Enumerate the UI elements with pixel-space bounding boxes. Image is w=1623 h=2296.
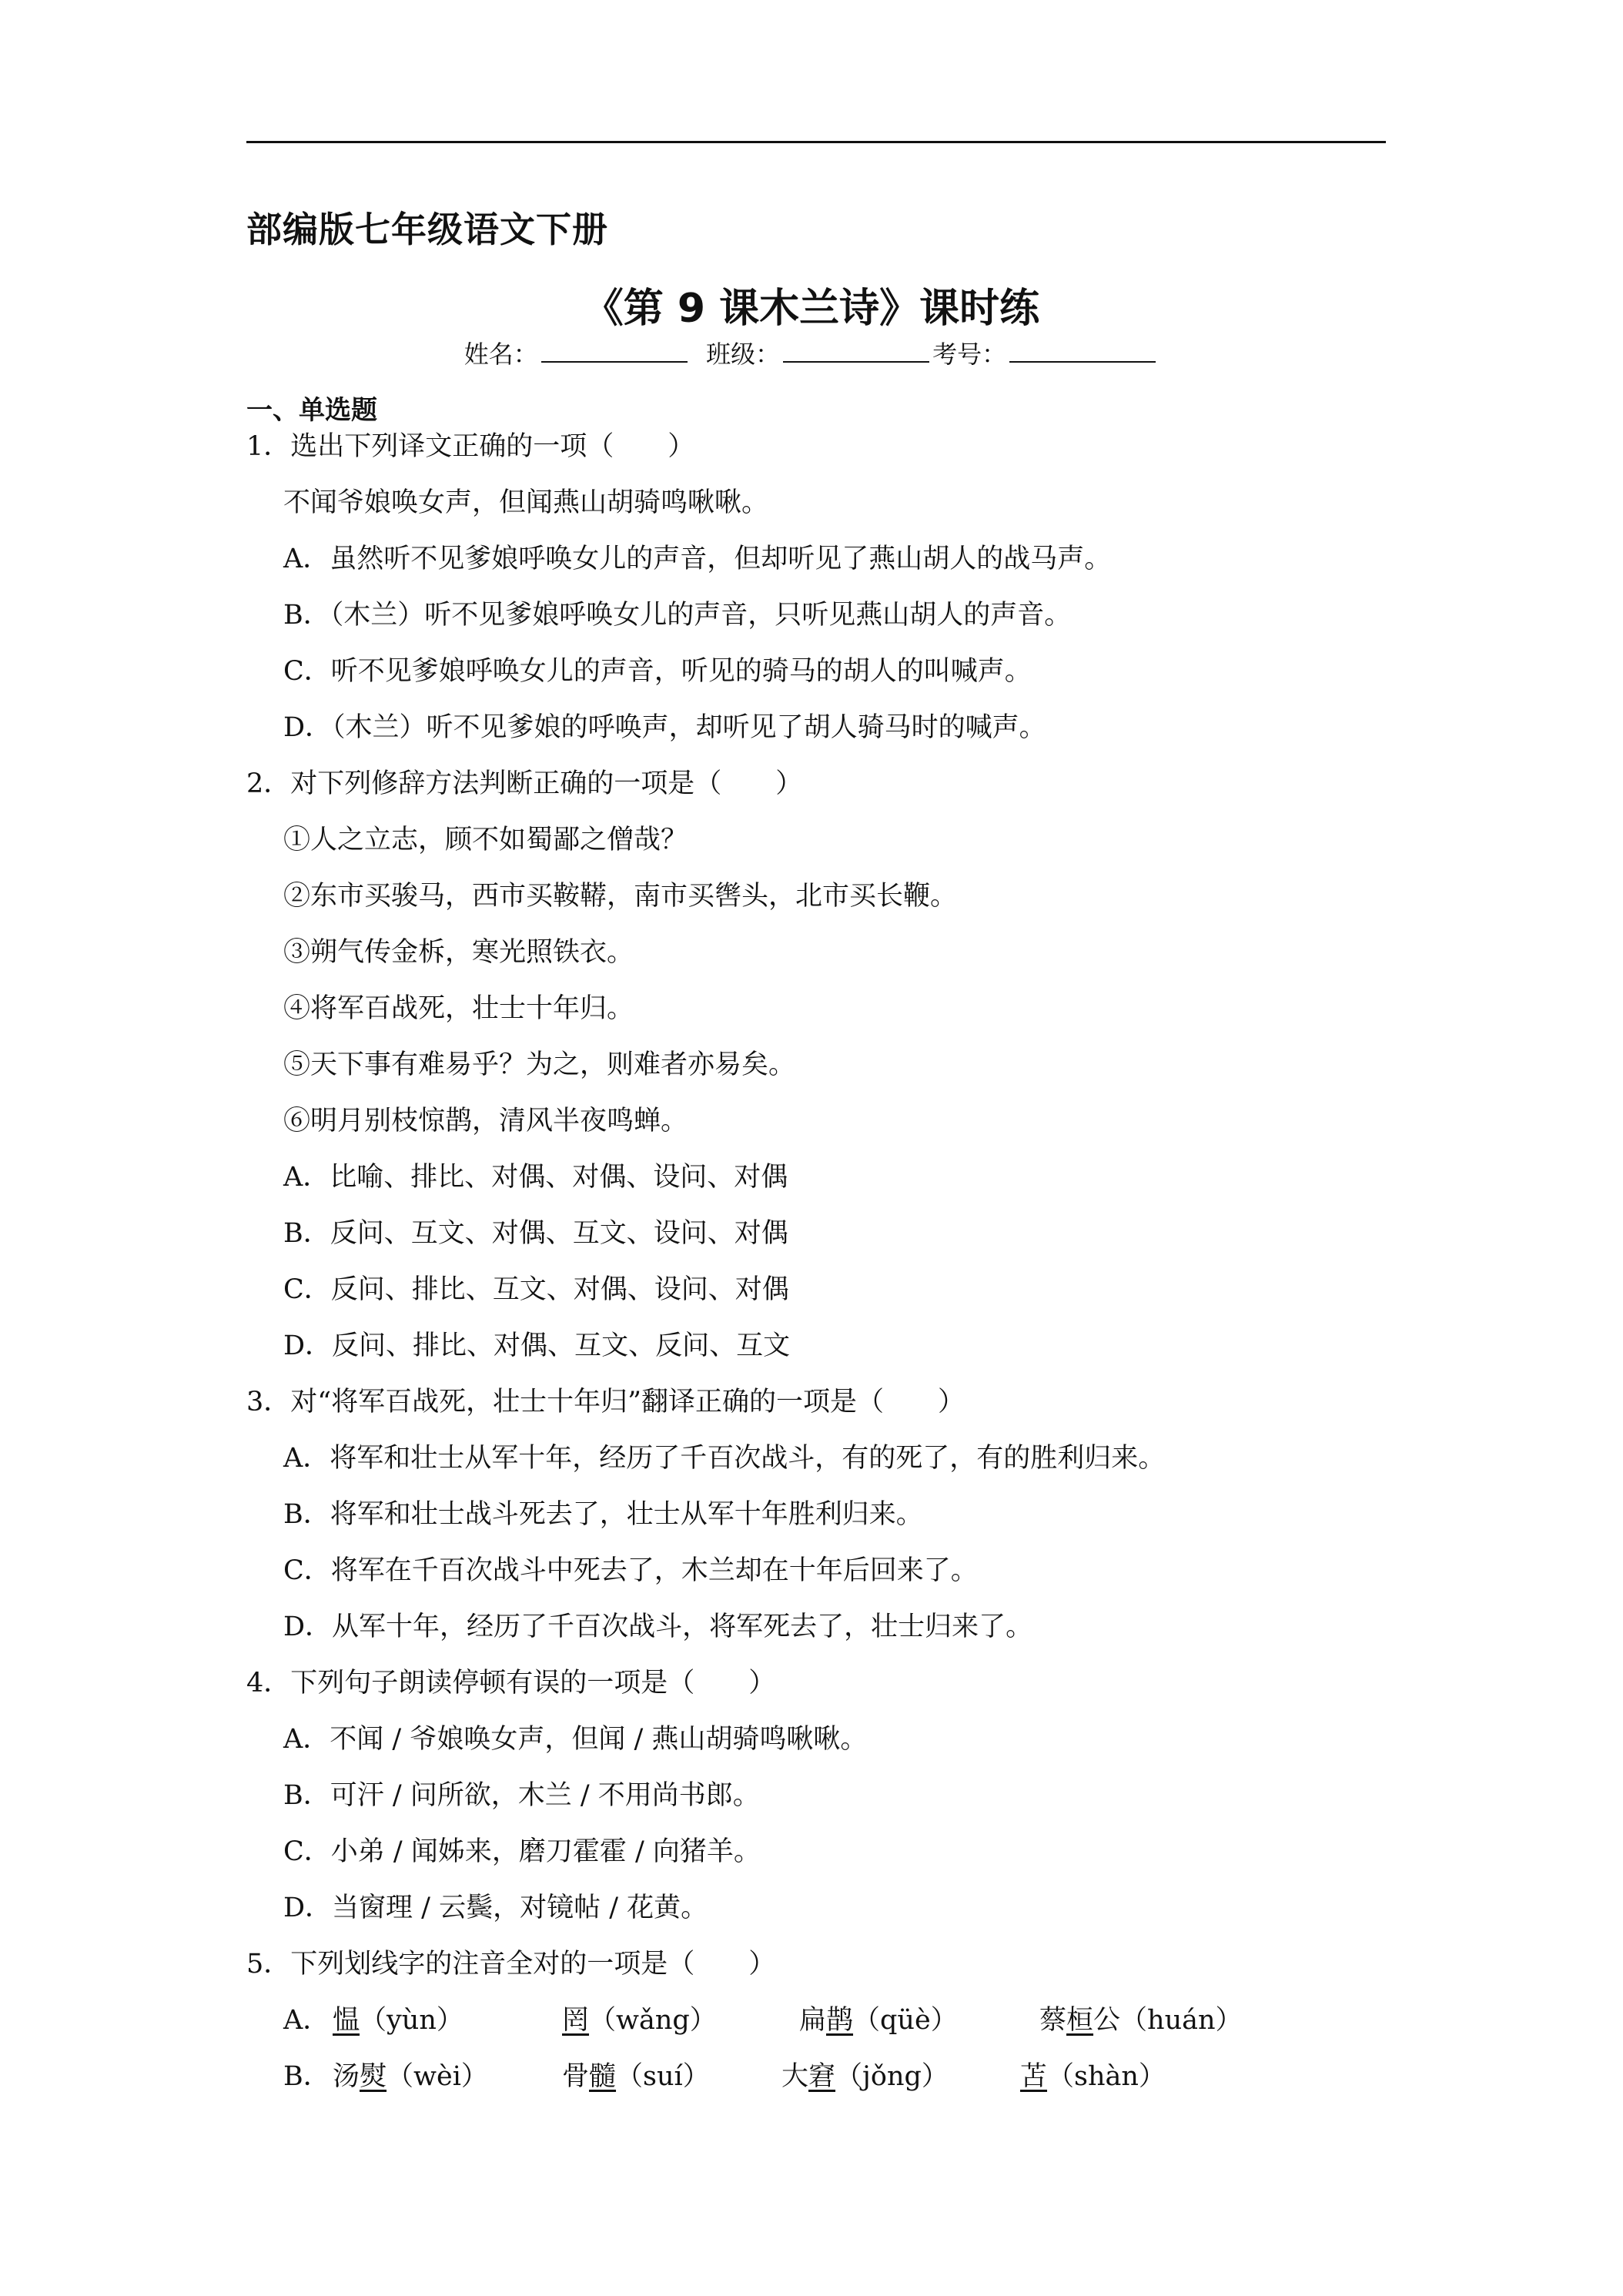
underlined-char: 桓 [1066, 2005, 1094, 2036]
question-5-b-word-4 [1020, 2055, 1166, 2094]
question-3-option-d[interactable]: D．从军十年，经历了千百次战斗，将军死去了，壮士归来了。 [283, 1612, 1033, 1642]
word-prefix: 大 [781, 2061, 809, 2092]
underlined-char: 罔 [562, 2005, 590, 2036]
question-5-option-a[interactable]: A． [283, 2005, 330, 2036]
question-1-option-c[interactable]: C．听不见爹娘呼唤女儿的声音，听见的骑马的胡人的叫喊声。 [283, 656, 1032, 687]
underlined-char: 髓 [589, 2061, 617, 2092]
question-2-item-4: ④将军百战死，壮士十年归。 [283, 993, 634, 1024]
section-title: 一、单选题 [246, 395, 377, 426]
question-5-b-word-2 [562, 2055, 710, 2094]
question-2-option-a[interactable]: A．比喻、排比、对偶、对偶、设问、对偶 [283, 1162, 788, 1193]
book-title: 部编版七年级语文下册 [246, 209, 608, 250]
word-suffix: 公 [1093, 2005, 1121, 2036]
name-blank[interactable] [541, 338, 688, 363]
question-2-option-b[interactable]: B．反问、互文、对偶、互文、设问、对偶 [283, 1218, 788, 1249]
question-3-option-c[interactable]: C．将军在千百次战斗中死去了，木兰却在十年后回来了。 [283, 1555, 978, 1586]
question-2-item-1: ①人之立志，顾不如蜀鄙之僧哉？ [283, 825, 688, 855]
pinyin: （wèi） [387, 2061, 488, 2092]
question-2-item-2: ②东市买骏马，西市买鞍鞯，南市买辔头，北市买长鞭。 [283, 881, 958, 912]
underlined-char: 愠 [333, 2005, 360, 2036]
name-label: 姓名： [463, 340, 538, 369]
question-5-a-word-4 [1039, 1999, 1243, 2037]
question-5-b-word-3 [781, 2055, 949, 2094]
question-3-option-a[interactable]: A．将军和壮士从军十年，经历了千百次战斗，有的死了，有的胜利归来。 [283, 1443, 1166, 1474]
question-4-option-a[interactable]: A．不闻 / 爷娘唤女声，但闻 / 燕山胡骑鸣啾啾。 [283, 1724, 868, 1755]
pinyin: （yùn） [360, 2005, 463, 2036]
class-label: 班级： [706, 340, 781, 369]
question-5-option-b[interactable]: B． [283, 2061, 330, 2092]
question-2-item-3: ③朔气传金柝，寒光照铁衣。 [283, 937, 634, 968]
pinyin: （huán） [1120, 2005, 1243, 2036]
pinyin: （suí） [616, 2061, 710, 2092]
lesson-title: 《第 9 课木兰诗》课时练 [583, 286, 1040, 332]
question-4-option-c[interactable]: C．小弟 / 闻姊来，磨刀霍霍 / 向猪羊。 [283, 1836, 761, 1867]
question-1-option-b[interactable]: B．（木兰）听不见爹娘呼唤女儿的声音，只听见燕山胡人的声音。 [283, 600, 1072, 631]
word-prefix: 蔡 [1039, 2005, 1067, 2036]
class-blank[interactable] [783, 338, 929, 363]
underlined-char: 鹊 [826, 2005, 854, 2036]
question-1-stem: 1．选出下列译文正确的一项（ ） [246, 431, 695, 462]
question-2-item-6: ⑥明月别枝惊鹊，清风半夜鸣蝉。 [283, 1106, 688, 1136]
question-5-b-word-1 [333, 2055, 488, 2094]
word-prefix: 扁 [799, 2005, 827, 2036]
pinyin: （qüè） [853, 2005, 958, 2036]
question-5-a-word-3 [799, 1999, 958, 2037]
word-prefix: 骨 [562, 2061, 590, 2092]
question-4-option-b[interactable]: B．可汗 / 问所欲，木兰 / 不用尚书郎。 [283, 1780, 760, 1811]
question-1-option-d[interactable]: D．（木兰）听不见爹娘的呼唤声，却听见了胡人骑马时的喊声。 [283, 712, 1046, 743]
underlined-char: 窘 [808, 2061, 836, 2092]
question-5-a-word-2 [562, 1999, 717, 2037]
question-4-option-d[interactable]: D．当窗理 / 云鬓，对镜帖 / 花黄。 [283, 1893, 708, 1923]
question-3-option-b[interactable]: B．将军和壮士战斗死去了，壮士从军十年胜利归来。 [283, 1499, 923, 1530]
id-blank[interactable] [1009, 338, 1156, 363]
question-1-option-a[interactable]: A．虽然听不见爹娘呼唤女儿的声音，但却听见了燕山胡人的战马声。 [283, 544, 1112, 574]
question-3-stem: 3．对“将军百战死，壮士十年归”翻译正确的一项是（ ） [246, 1387, 965, 1417]
id-label: 考号： [932, 340, 1007, 369]
pinyin: （wǎng） [589, 2005, 717, 2036]
word-prefix: 汤 [333, 2061, 360, 2092]
pinyin: （jǒng） [835, 2061, 949, 2092]
question-5-stem: 5．下列划线字的注音全对的一项是（ ） [246, 1949, 776, 1980]
pinyin: （shàn） [1047, 2061, 1166, 2092]
underlined-char: 熨 [360, 2061, 387, 2092]
header-rule [246, 141, 1386, 143]
student-info [0, 335, 1623, 370]
question-1-quote: 不闻爷娘唤女声，但闻燕山胡骑鸣啾啾。 [283, 487, 769, 518]
underlined-char: 苫 [1020, 2061, 1048, 2092]
question-2-item-5: ⑤天下事有难易乎？为之，则难者亦易矣。 [283, 1049, 796, 1080]
question-2-option-c[interactable]: C．反问、排比、互文、对偶、设问、对偶 [283, 1274, 789, 1305]
question-4-stem: 4．下列句子朗读停顿有误的一项是（ ） [246, 1668, 776, 1699]
question-5-a-word-1 [333, 1999, 463, 2037]
question-2-option-d[interactable]: D．反问、排比、对偶、互文、反问、互文 [283, 1330, 791, 1361]
question-2-stem: 2．对下列修辞方法判断正确的一项是（ ） [246, 768, 803, 799]
